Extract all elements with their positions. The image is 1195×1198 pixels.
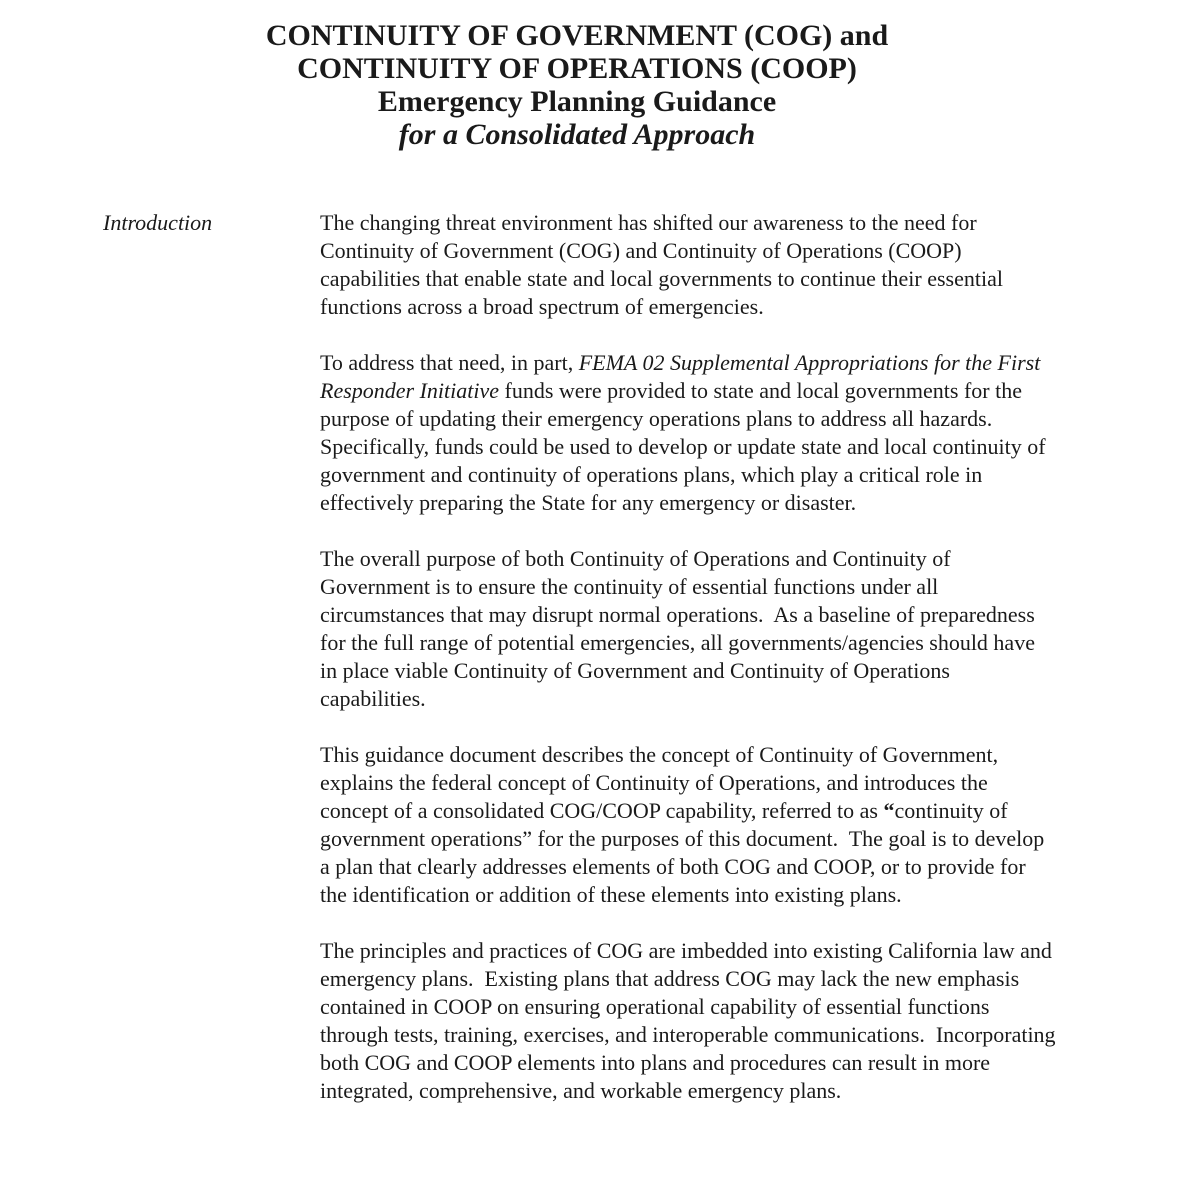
document-title-line-4: for a Consolidated Approach: [398, 118, 756, 151]
document-body: [320, 209, 1062, 1133]
paragraph-5: The principles and practices of COG are imbedded into existing California law and emergency plans. Existing plans that address COG may lack the new emphasis contained in COOP on ensuring operational capability of essential functions through tests, training, exercises, and interoperable communications. Incorporating both COG and COOP elements into plans and procedures can result in more integrated, comprehensive, and workable emergency plans.: [320, 938, 1062, 1103]
section-label-introduction: Introduction: [103, 210, 213, 235]
document-title: [0, 19, 1154, 151]
document-title-line-2: CONTINUITY OF OPERATIONS (COOP): [297, 52, 857, 85]
paragraph-2: To address that need, in part, FEMA 02 Supplemental Appropriations for the First Responder Initiative funds were provided to state and local governments for the purpose of updating their emergency operations plans to address all hazards. Specifically, funds could be used to develop or update state and local continuity of government and continuity of operations plans, which play a critical role in effectively preparing the State for any emergency or disaster.: [320, 350, 1052, 515]
document-title-line-3: Emergency Planning Guidance: [377, 85, 777, 118]
document-title-line-1: CONTINUITY OF GOVERNMENT (COG) and: [265, 19, 889, 52]
paragraph-4: This guidance document describes the concept of Continuity of Government, explains the federal concept of Continuity of Operations, and introduces the concept of a consolidated COG/COOP capability, referred to as “continuity of government operations” for the purposes of this document. The goal is to develop a plan that clearly addresses elements of both COG and COOP, or to provide for the identification or addition of these elements into existing plans.: [320, 742, 1050, 907]
paragraph-3: The overall purpose of both Continuity of Operations and Continuity of Government is to ensure the continuity of essential functions under all circumstances that may disrupt normal operations. As a baseline of preparedness for the full range of potential emergencies, all governments/agencies should have in place viable Continuity of Government and Continuity of Operations capabilities.: [320, 546, 1041, 711]
paragraph-1: The changing threat environment has shifted our awareness to the need for Continuity of Government (COG) and Continuity of Operations (COOP) capabilities that enable state and local governments to continue their essential functions across a broad spectrum of emergencies.: [320, 210, 1009, 319]
